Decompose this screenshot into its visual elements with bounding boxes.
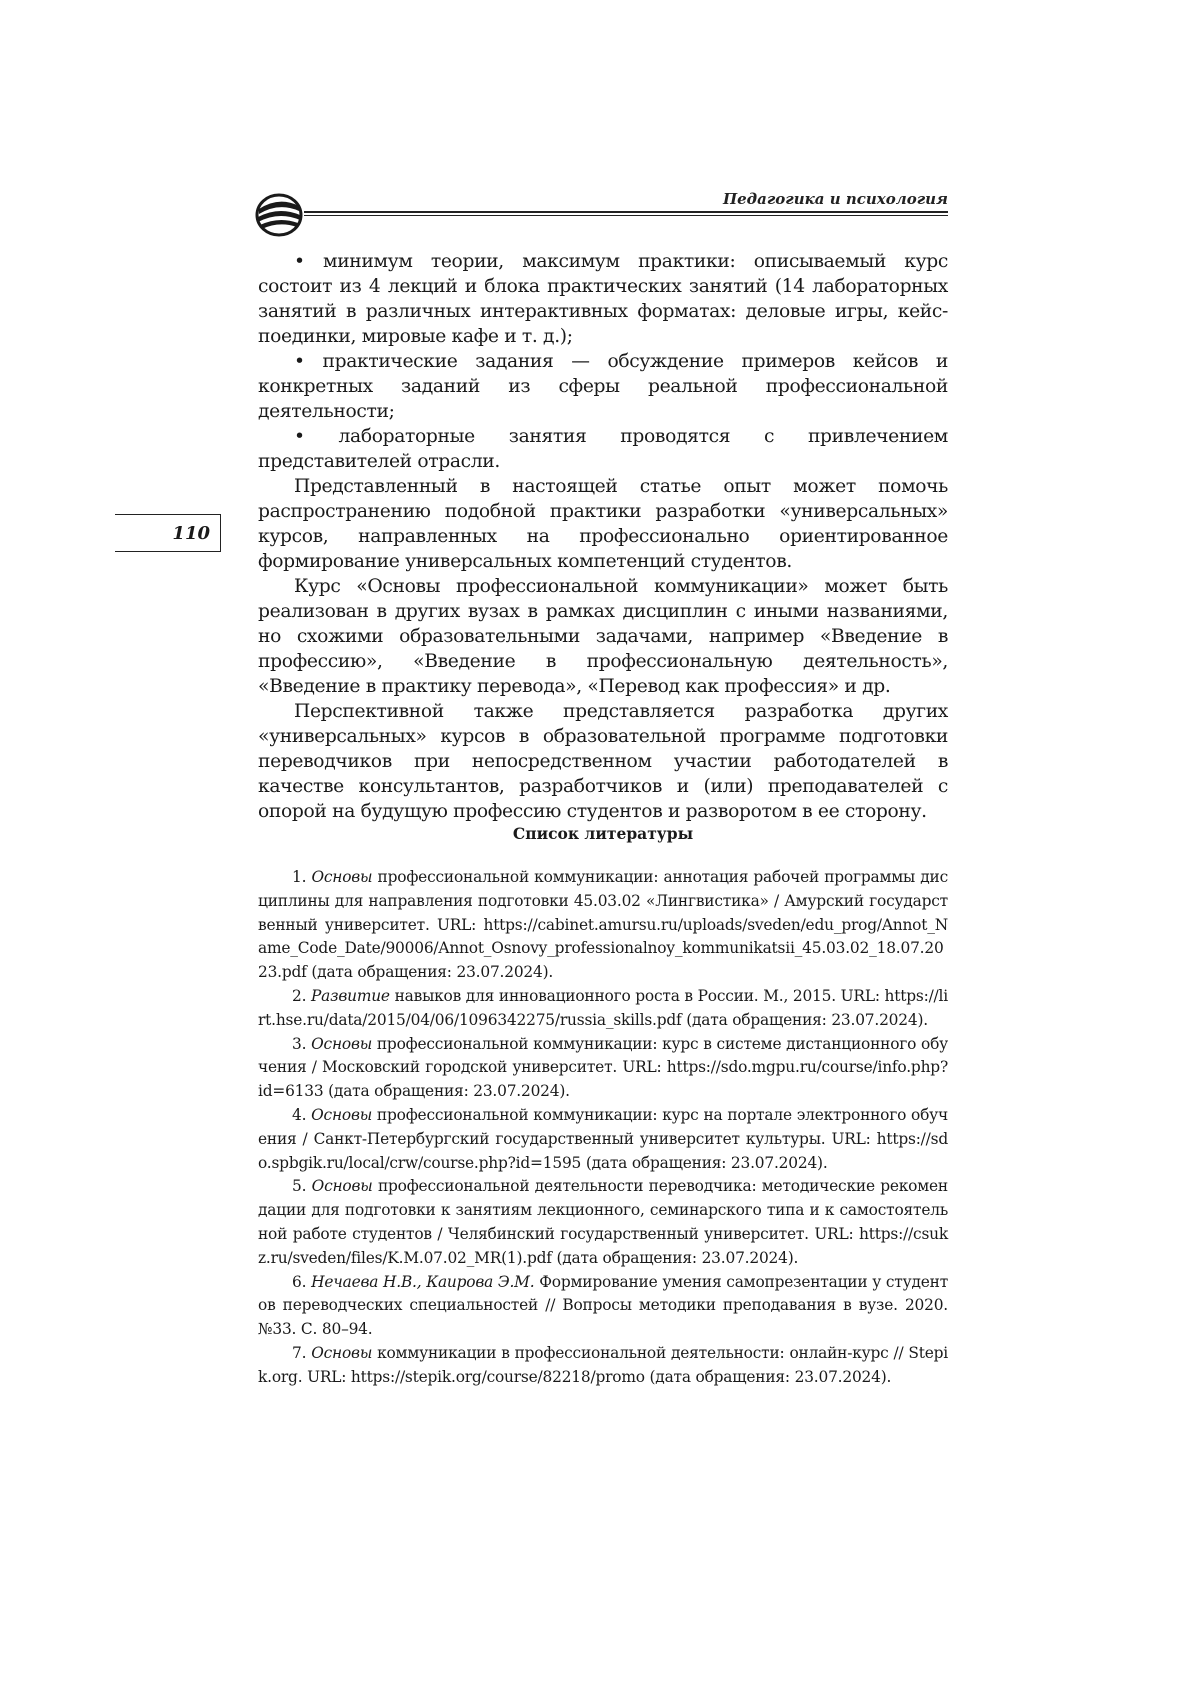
reference-number: 3. [292,1034,307,1053]
reference-number: 5. [292,1177,307,1196]
references-list [258,866,948,1390]
reference-item [258,985,948,1033]
reference-lead: Основы [311,1343,373,1362]
reference-text: профессиональной коммуникации: курс в системе дистанционного обучения / Московский городской университет. URL: https://sdo.mgpu.ru/course/info.php?id=6133 (дата обращения: 23.07.2024). [258,1034,948,1101]
reference-number: 2. [292,986,307,1005]
reference-text: коммуникации в профессиональной деятельности: онлайн-курс // Stepik.org. URL: https://stepik.org/course/82218/promo (дата обращения: 23.07.2024). [258,1343,948,1386]
reference-number: 7. [292,1343,307,1362]
reference-item [258,1104,948,1175]
paragraph-experience: Представленный в настоящей статье опыт может помочь распространению подобной практики разработки «универсальных» курсов, направленных на профессионально ориентированное формирование универсальных компетенций студентов. [258,476,948,572]
reference-item [258,1175,948,1270]
paragraph-perspective: Перспективной также представляется разработка других «универсальных» курсов в образовательной программе подготовки переводчиков при непосредственном участии работодателей в качестве консультантов, разработчиков и (или) преподавателей с опорой на будущую профессию студентов и разворотом в ее сторону. [258,701,948,822]
bullet-lab-sessions: • лабораторные занятия проводятся с привлечением представителей отрасли. [258,426,948,472]
reference-lead: Развитие [311,986,390,1005]
reference-text: профессиональной коммуникации: аннотация рабочей программы дисциплины для направления подготовки 45.03.02 «Лингвистика» / Амурский государственный университет. URL: https://cabinet.amursu.ru/uploads/sveden/edu_prog/Annot_Name_Code_Date/90006/Annot_Osnovy_professionalnoy_kommunikatsii_45.03.02_18.07.2023.pdf (дата обращения: 23.07.2024). [258,868,948,982]
references-heading: Список литературы [512,824,694,843]
article-body [258,249,948,824]
header-rule-thin [304,215,948,216]
reference-text: Формирование умения самопрезентации у студентов переводческих специальностей // Вопросы методики преподавания в вузе. 2020. №33. С. 80–94. [258,1272,949,1339]
reference-lead: Нечаева Н.В., Каирова Э.М. [311,1272,535,1291]
paragraph-course-adaptation: Курс «Основы профессиональной коммуникации» может быть реализован в других вузах в рамках дисциплин с иными названиями, но схожими образовательными задачами, например «Введение в профессию», «Введение в профессиональную деятельность», «Введение в практику перевода», «Перевод как профессия» и др. [258,576,948,697]
reference-number: 4. [292,1105,307,1124]
bullet-practical-tasks: • практические задания — обсуждение примеров кейсов и конкретных заданий из сферы реальной профессиональной деятельности; [258,351,948,422]
header-rule [304,211,948,213]
reference-item [258,1033,948,1104]
reference-lead: Основы [311,1177,373,1196]
reference-lead: Основы [311,868,373,886]
reference-item [258,1271,948,1342]
reference-number: 6. [292,1272,307,1291]
reference-text: профессиональной коммуникации: курс на портале электронного обучения / Санкт-Петербургский государственный университет культуры. URL: https://sdo.spbgik.ru/local/crw/course.php?id=1595 (дата обращения: 23.07.2024). [258,1105,948,1172]
reference-text: профессиональной деятельности переводчика: методические рекомендации для подготовки к занятиям лекционного, семинарского типа и к самостоятельной работе студентов / Челябинский государственный университет. URL: https://csukz.ru/sveden/files/K.M.07.02_MR(1).pdf (дата обращения: 23.07.2024). [258,1177,948,1267]
journal-section-title: Педагогика и психология [722,190,948,208]
bullet-theory-practice: • минимум теории, максимум практики: описываемый курс состоит из 4 лекций и блока практических занятий (14 лабораторных занятий в различных интерактивных форматах: деловые игры, кейс-поединки, мировые кафе и т. д.); [258,251,948,347]
reference-item [258,866,948,985]
reference-number: 1. [292,868,307,886]
reference-text: навыков для инновационного роста в России. М., 2015. URL: https://lirt.hse.ru/data/2015/04/06/1096342275/russia_skills.pdf (дата обращения: 23.07.2024). [258,986,948,1029]
reference-item [258,1342,948,1390]
page-number: 110 [172,523,210,544]
page-number-box [115,514,221,552]
reference-lead: Основы [311,1105,373,1124]
journal-wave-logo-icon [254,192,304,238]
reference-lead: Основы [311,1034,373,1053]
